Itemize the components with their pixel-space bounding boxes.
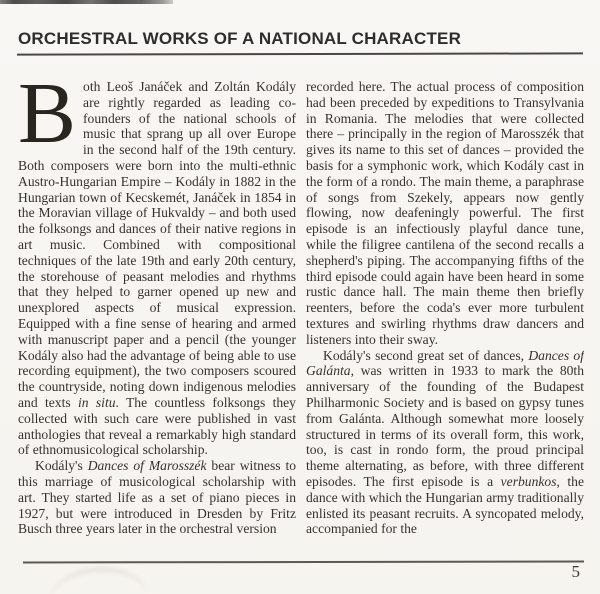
paragraph-intro bbox=[18, 79, 296, 458]
paragraph-marosszek-continued: recorded here. The actual process of composition had been preceded by expeditions to Transylvania in Romania. The melodies that were collected there – principally in the region of Marosszék that gives its name to this set of dances – provided the basis for a symphonic work, which Kodály cast in the form of a rondo. The main theme, a paraphrase of songs from Szekely, appears now gently flowing, now deafeningly powerful. The first episode is an infectiously playful dance tune, while the filigree cantilena of the second recalls a shepherd's piping. The accompanying fifths of the third episode could again have been heard in some rustic dance hall. The main theme then briefly reenters, before the coda's ever more turbulent textures and swirling rhythms draw dancers and listeners into their sway. bbox=[306, 79, 584, 347]
title-rule bbox=[17, 52, 583, 55]
page-title: ORCHESTRAL WORKS OF A NATIONAL CHARACTER bbox=[18, 29, 462, 48]
paragraph-galanta: Kodály's second great set of dances, Dances of Galánta, was written in 1933 to mark the 80th anniversary of the founding of the Budapest Philharmonic Society and is based on gypsy tunes from Galánta. Although somewhat more loosely structured in terms of its overall form, this work, too, is cast in rondo form, the proud principal theme alternating, as before, with three different episodes. The first episode is a verbunkos, the dance with which the Hungarian army traditionally enlisted its peasant recruits. A syncopated melody, accompanied for the bbox=[306, 347, 584, 537]
page-number: 5 bbox=[571, 562, 580, 581]
paragraph-text: oth Leoš Janáček and Zoltán Kodály are rightly regarded as leading co-founders of the national schools of music that sprang up all over Europe in the second half of the 19th century. Both composers were born into the multi-ethnic Austro-Hungarian Empire – Kodály in 1882 in the Hungarian town of Kecskemét, Janáček in 1854 in the Moravian village of Hukvaldy – and both used the folksongs and dances of their native regions in art music. Combined with compositional techniques of the late 19th and early 20th century, the storehouse of peasant melodies and rhythms that they helped to garner opened up new and unexplored aspects of musical expression. Equipped with a fine sense of hearing and armed with manuscript paper and a pencil (the younger Kodály also had the advantage of being able to use recording equipment), the two composers scoured the countryside, noting down indigenous melodies and texts in situ. The countless folksongs they collected with such care were published in vast anthologies that reveal a remarkably high standard of ethnomusicological scholarship. bbox=[18, 79, 296, 458]
scan-smudge-bottom-left bbox=[47, 565, 149, 594]
column-right bbox=[306, 79, 584, 561]
scan-artifact-top-edge bbox=[0, 0, 173, 4]
footer-rule bbox=[23, 561, 584, 564]
drop-cap: B bbox=[18, 79, 77, 161]
article-body bbox=[18, 79, 584, 561]
column-left bbox=[18, 79, 296, 561]
paragraph-marosszek: Kodály's Dances of Marosszék bear witness to this marriage of musicological scholarship with art. They started life as a set of piano pieces in 1927, but were introduced in Dresden by Fritz Busch three years later in the orchestral version bbox=[18, 458, 296, 537]
